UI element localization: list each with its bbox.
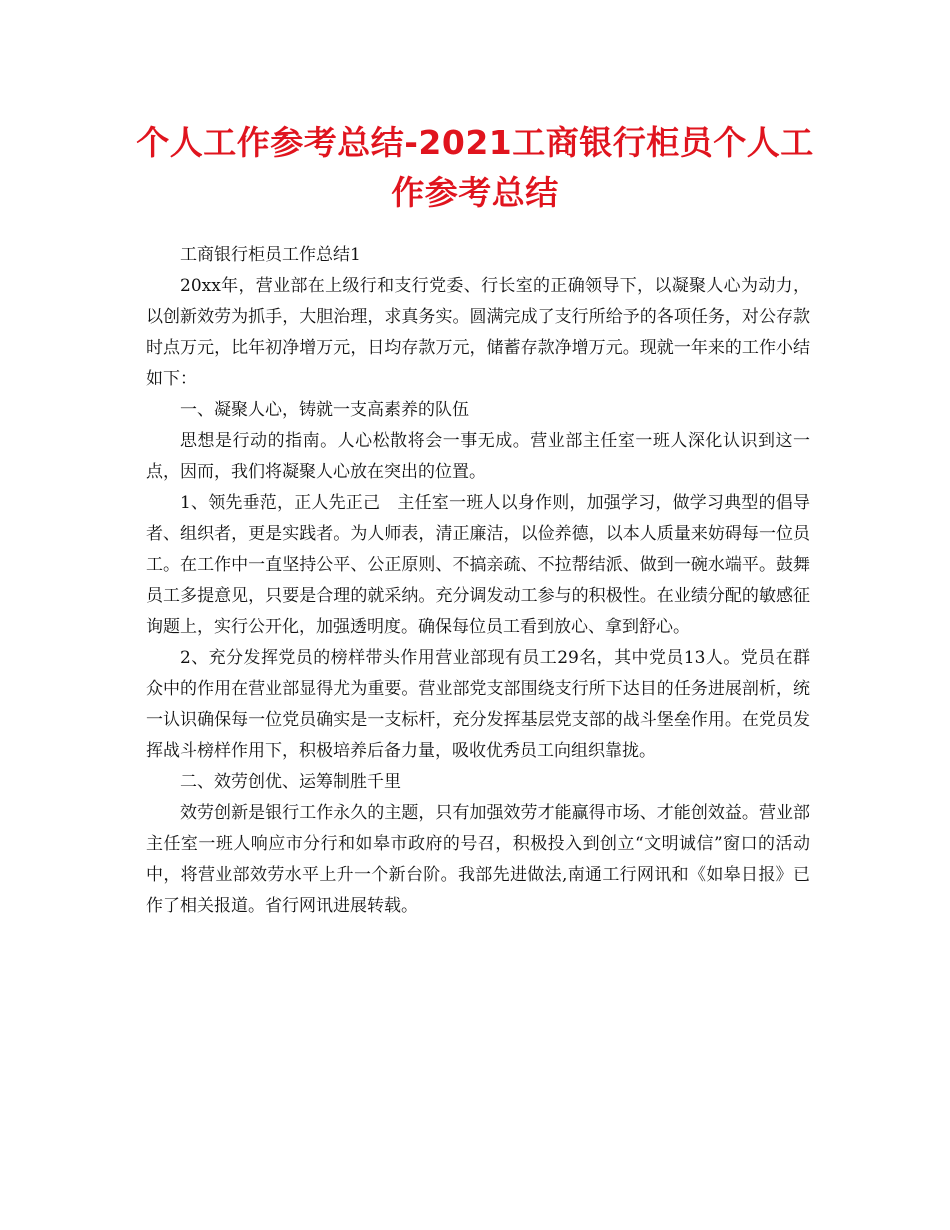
section-heading: 工商银行柜员工作总结1 xyxy=(180,245,361,265)
document-body xyxy=(146,240,810,922)
paragraph: 思想是行动的指南。人心松散将会一事无成。营业部主任室一班人深化认识到这一点，因而，我们将凝聚人心放在突出的位置。 xyxy=(146,431,810,482)
paragraph: 效劳创新是银行工作永久的主题，只有加强效劳才能赢得市场、才能创效益。营业部主任室一班人响应市分行和如皋市政府的号召，积极投入到创立“文明诚信”窗口的活动中，将营业部效劳水平上升一个新台阶。我部先进做法,南通工行网讯和《如皋日报》已作了相关报道。省行网讯进展转载。 xyxy=(146,803,810,916)
section-heading: 一、凝聚人心，铸就一支高素养的队伍 xyxy=(180,400,469,420)
paragraph: 1、领先垂范，正人先正己 主任室一班人以身作则，加强学习，做学习典型的倡导者、组织者，更是实践者。为人师表，清正廉洁，以俭养德，以本人质量来妨碍每一位员工。在工作中一直坚持公平、公正原则、不搞亲疏、不拉帮结派、做到一碗水端平。鼓舞员工多提意见，只要是合理的就采纳。充分调发动工参与的积极性。在业绩分配的敏感征询题上，实行公开化，加强透明度。确保每位员工看到放心、拿到舒心。 xyxy=(146,493,810,637)
document-title: 个人工作参考总结-2021工商银行柜员个人工作参考总结 xyxy=(136,123,814,212)
paragraph: 2、充分发挥党员的榜样带头作用营业部现有员工29名，其中党员13人。党员在群众中的作用在营业部显得尤为重要。营业部党支部围绕支行所下达目的任务进展剖析，统一认识确保每一位党员确实是一支标杆，充分发挥基层党支部的战斗堡垒作用。在党员发挥战斗榜样作用下，积极培养后备力量，吸收优秀员工向组织靠拢。 xyxy=(146,648,810,761)
section-heading: 二、效劳创优、运筹制胜千里 xyxy=(180,772,401,792)
paragraph: 20xx年，营业部在上级行和支行党委、行长室的正确领导下，以凝聚人心为动力，以创新效劳为抓手，大胆治理，求真务实。圆满完成了支行所给予的各项任务，对公存款时点万元，比年初净增万元，日均存款万元，储蓄存款净增万元。现就一年来的工作小结如下： xyxy=(146,276,810,389)
